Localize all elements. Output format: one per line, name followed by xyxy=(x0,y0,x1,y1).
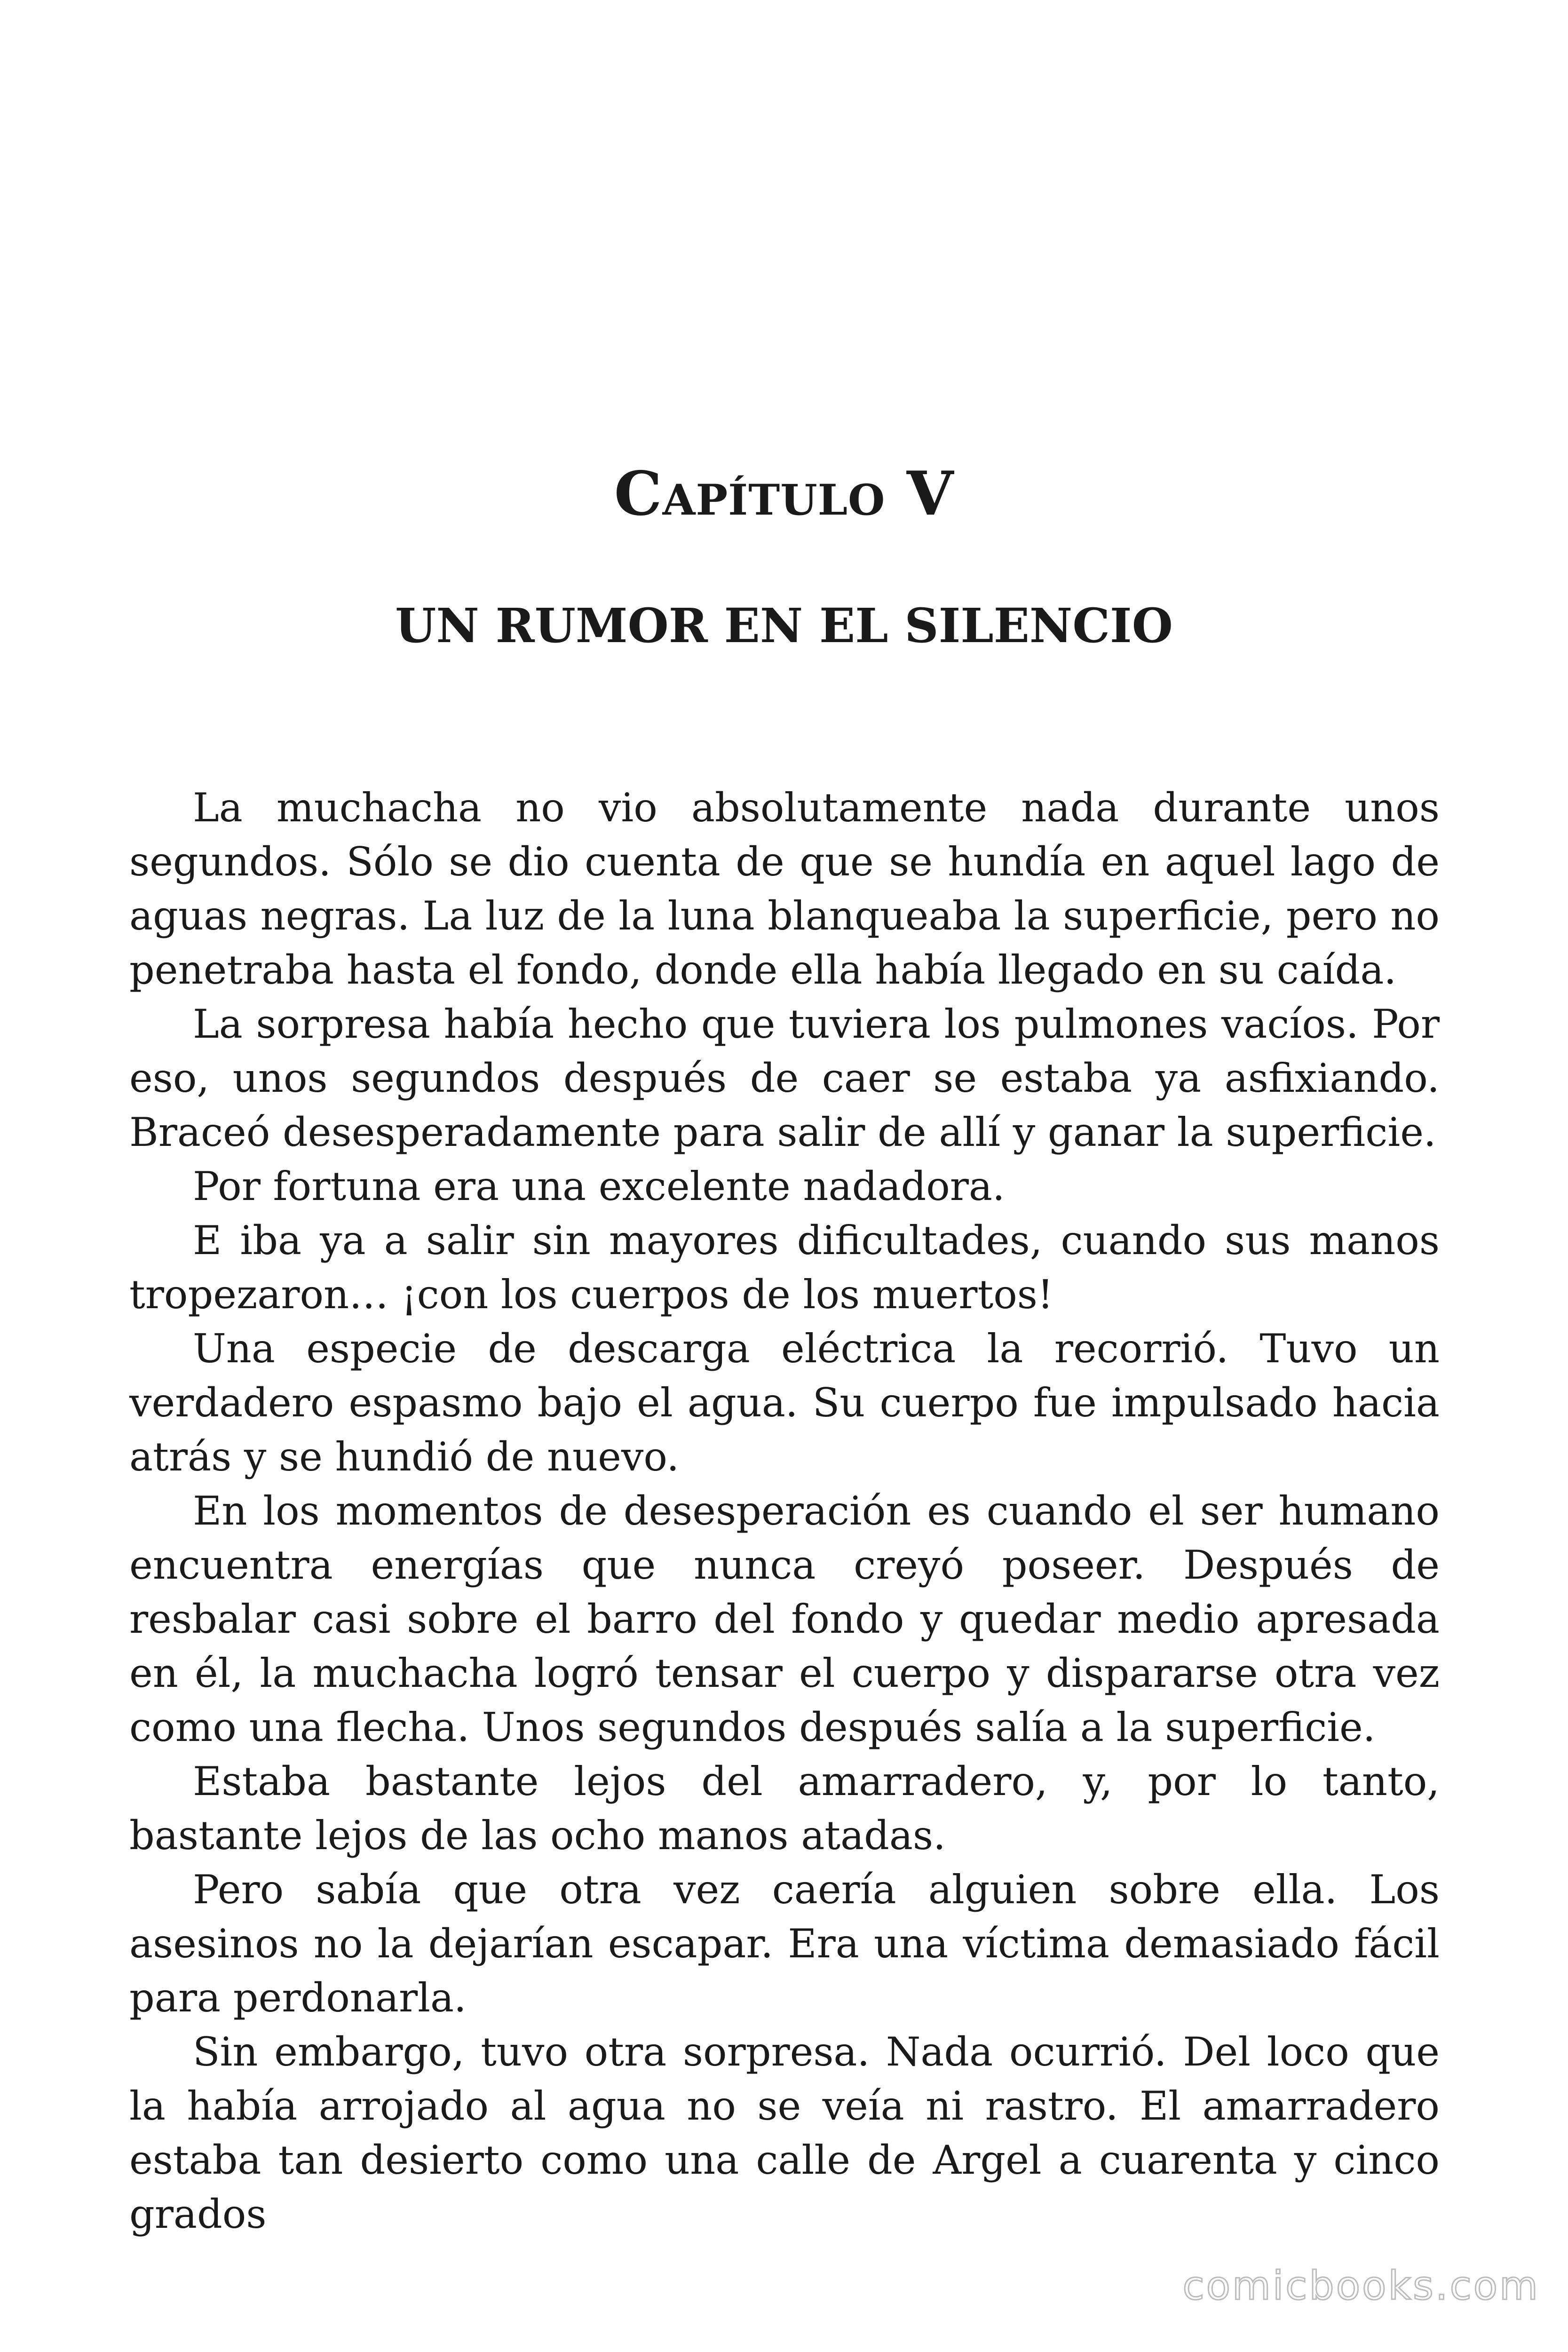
paragraph: Una especie de descarga eléctrica la recorrió. Tuvo un verdadero espasmo bajo el agua. Su cuerpo fue impulsado hacia atrás y se hundió de nuevo. xyxy=(129,1326,1440,1480)
paragraph: Pero sabía que otra vez caería alguien sobre ella. Los asesinos no la dejarían escapar. Era una víctima demasiado fácil para perdonarla. xyxy=(129,1867,1440,2021)
paragraph: Por fortuna era una excelente nadadora. xyxy=(193,1163,1005,1209)
paragraph: Sin embargo, tuvo otra sorpresa. Nada ocurrió. Del loco que la había arrojado al agua no se veía ni rastro. El amarradero estaba tan desierto como una calle de Argel a cuarenta y cinco grados xyxy=(129,2029,1440,2237)
chapter-heading: Capítulo V xyxy=(614,459,954,529)
paragraph: La muchacha no vio absolutamente nada durante unos segundos. Sólo se dio cuenta de que se hundía en aquel lago de aguas negras. La luz de la luna blanqueaba la superficie, pero no penetraba hasta el fondo, donde ella había llegado en su caída. xyxy=(129,785,1440,993)
watermark: comicbooks.com xyxy=(1182,2263,1540,2309)
paragraph: En los momentos de desesperación es cuando el ser humano encuentra energías que nunca creyó poseer. Después de resbalar casi sobre el barro del fondo y quedar medio apresada en él, la muchacha logró tensar el cuerpo y dispararse otra vez como una flecha. Unos segundos después salía a la superficie. xyxy=(129,1488,1440,1750)
chapter-body xyxy=(129,781,1440,2241)
paragraph: E iba ya a salir sin mayores dificultades, cuando sus manos tropezaron… ¡con los cuerpos de los muertos! xyxy=(129,1217,1440,1318)
paragraph: Estaba bastante lejos del amarradero, y, por lo tanto, bastante lejos de las ocho manos atadas. xyxy=(129,1758,1440,1859)
paragraph: La sorpresa había hecho que tuviera los pulmones vacíos. Por eso, unos segundos después de caer se estaba ya asfixiando. Braceó desesperadamente para salir de allí y ganar la superficie. xyxy=(129,1001,1440,1155)
chapter-title: UN RUMOR EN EL SILENCIO xyxy=(395,598,1173,653)
